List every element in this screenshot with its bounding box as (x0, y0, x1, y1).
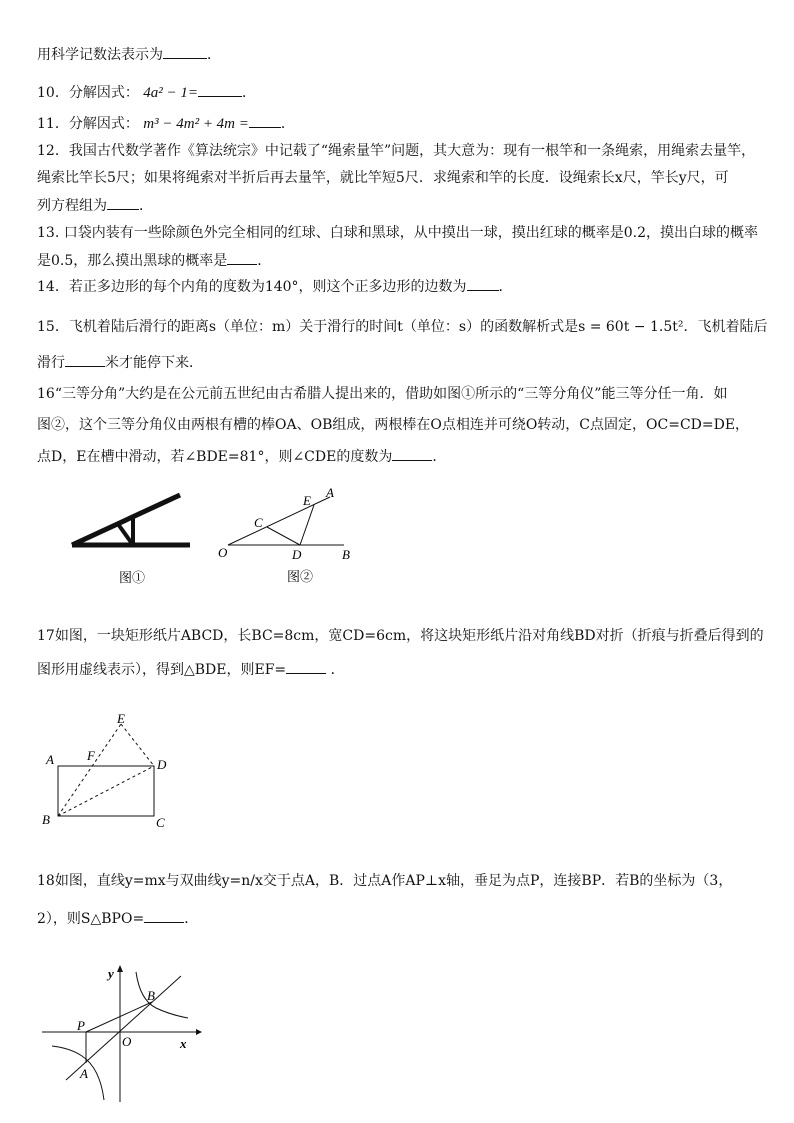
q10-expression: 4a² − 1= (143, 85, 199, 101)
q11-expression: m³ − 4m² + 4m = (143, 116, 249, 132)
q16-line-3: 点D，E在槽中滑动，若∠BDE=81°，则∠CDE的度数为 ． (37, 446, 446, 467)
q12-answer-blank[interactable] (107, 195, 139, 210)
q17-label-B: B (42, 812, 50, 827)
fig2-label-C: C (254, 515, 263, 530)
q14-answer-blank[interactable] (467, 276, 499, 291)
fig2-ray-OA (228, 497, 330, 545)
q15-line-2: 滑行 米才能停下来． (37, 352, 203, 373)
fig2-label-O: O (218, 545, 228, 560)
q18-hyperbola-branch-2 (52, 1046, 104, 1100)
fig2-label-A: A (326, 485, 334, 500)
q16-answer-blank[interactable] (392, 446, 432, 461)
fig2-label-E: E (303, 493, 311, 508)
q11-text: 分解因式： (68, 116, 139, 132)
q18-figure (36, 960, 206, 1110)
q9-text: 用科学记数法表示为 (37, 47, 163, 63)
fig2-seg-DE (300, 505, 314, 545)
q17-line-1: 17如图，一块矩形纸片ABCD，长BC=8cm，宽CD=6cm，将这块矩形纸片沿对角线BD对折（折痕与折叠后得到的 (37, 628, 764, 644)
q17-label-D: D (157, 757, 167, 772)
q18-label-B: B (147, 988, 155, 1003)
q18-line-2: 2），则S△BPO= ． (37, 908, 198, 929)
q18-segment-BP (86, 1002, 152, 1032)
q11-number: 11． (37, 116, 69, 132)
q17-label-C: C (156, 815, 165, 830)
fig1-caption: 图① (118, 570, 146, 585)
q18-label-O: O (122, 1034, 132, 1049)
q17-fold-ED (121, 724, 154, 766)
q10-text: 分解因式： (68, 85, 139, 101)
q17-diagonal-BD (58, 766, 154, 816)
q10-line: 10．分解因式： 4a² − 1= ． (37, 82, 256, 103)
q13-answer-blank[interactable] (227, 250, 257, 265)
q18-x-arrow-icon (196, 1029, 202, 1035)
q18-label-x: x (180, 1036, 187, 1051)
q11-answer-blank[interactable] (249, 113, 281, 128)
q18-hyperbola-branch-1 (136, 972, 188, 1018)
q17-label-E: E (117, 711, 125, 726)
q10-number: 10． (37, 85, 69, 101)
q17-label-F: F (87, 748, 95, 763)
fig2-label-D: D (292, 547, 302, 562)
q18-label-A: A (80, 1066, 88, 1081)
q13-line-1: 13. 口袋内装有一些除颜色外完全相同的红球、白球和黑球，从中摸出一球，摸出红球的概率是0.2，摸出白球的概率 (37, 225, 758, 241)
q9-answer-blank[interactable] (163, 44, 207, 59)
q16-figure-2 (212, 485, 362, 590)
fig1-link-1 (118, 524, 133, 545)
fig2-label-B: B (342, 547, 350, 562)
q18-label-P: P (77, 1018, 85, 1033)
q17-figure (36, 710, 186, 830)
q17-answer-blank[interactable] (286, 659, 326, 674)
fig2-seg-CD (267, 527, 300, 545)
q10-answer-blank[interactable] (198, 82, 242, 97)
q11-line: 11．分解因式： m³ − 4m² + 4m = ． (37, 113, 295, 134)
q15-line-1: 15．飞机着陆后滑行的距离s（单位：m）关于滑行的时间t（单位：s）的函数解析式是s = 60t − 1.5t²．飞机着陆后 (37, 319, 768, 335)
q13-line-2: 是0.5，那么摸出黑球的概率是 ． (37, 250, 271, 271)
q17-line-2: 图形用虚线表示），得到△BDE，则EF= ． (37, 659, 345, 680)
q9-line: 用科学记数法表示为 ． (37, 44, 221, 65)
fig2-caption: 图② (286, 569, 314, 584)
q12-line-2: 绳索比竿长5尺；如果将绳索对半折后再去量竿，就比竿短5尺．求绳索和竿的长度．设绳索长x尺，竿长y尺，可 (37, 170, 729, 186)
q18-label-y: y (108, 966, 114, 981)
q18-y-arrow-icon (117, 965, 123, 972)
q16-line-1: 16“三等分角”大约是在公元前五世纪由古希腊人提出来的，借助如图①所示的“三等分角仪”能三等分任一角．如 (37, 386, 728, 402)
q12-line-3: 列方程组为 ． (37, 195, 153, 216)
q12-line-1: 12．我国古代数学著作《算法统宗》中记载了“绳索量竿”问题，其大意为：现有一根竿和一条绳索，用绳索去量竿， (37, 143, 756, 159)
q18-answer-blank[interactable] (144, 908, 184, 923)
q16-figure-1 (60, 485, 200, 590)
q16-line-2: 图②，这个三等分角仪由两根有槽的棒OA、OB组成，两根棒在O点相连并可绕O转动，C点固定，OC=CD=DE， (37, 417, 750, 433)
q18-line-1: 18如图，直线y=mx与双曲线y=n/x交于点A，B．过点A作AP⊥x轴，垂足为点P，连接BP．若B的坐标为（3， (37, 873, 733, 889)
q15-answer-blank[interactable] (65, 352, 105, 367)
q17-label-A: A (46, 752, 54, 767)
q17-fold-BE (58, 724, 121, 816)
q14-line: 14．若正多边形的每个内角的度数为140°，则这个正多边形的边数为 ． (37, 276, 513, 297)
